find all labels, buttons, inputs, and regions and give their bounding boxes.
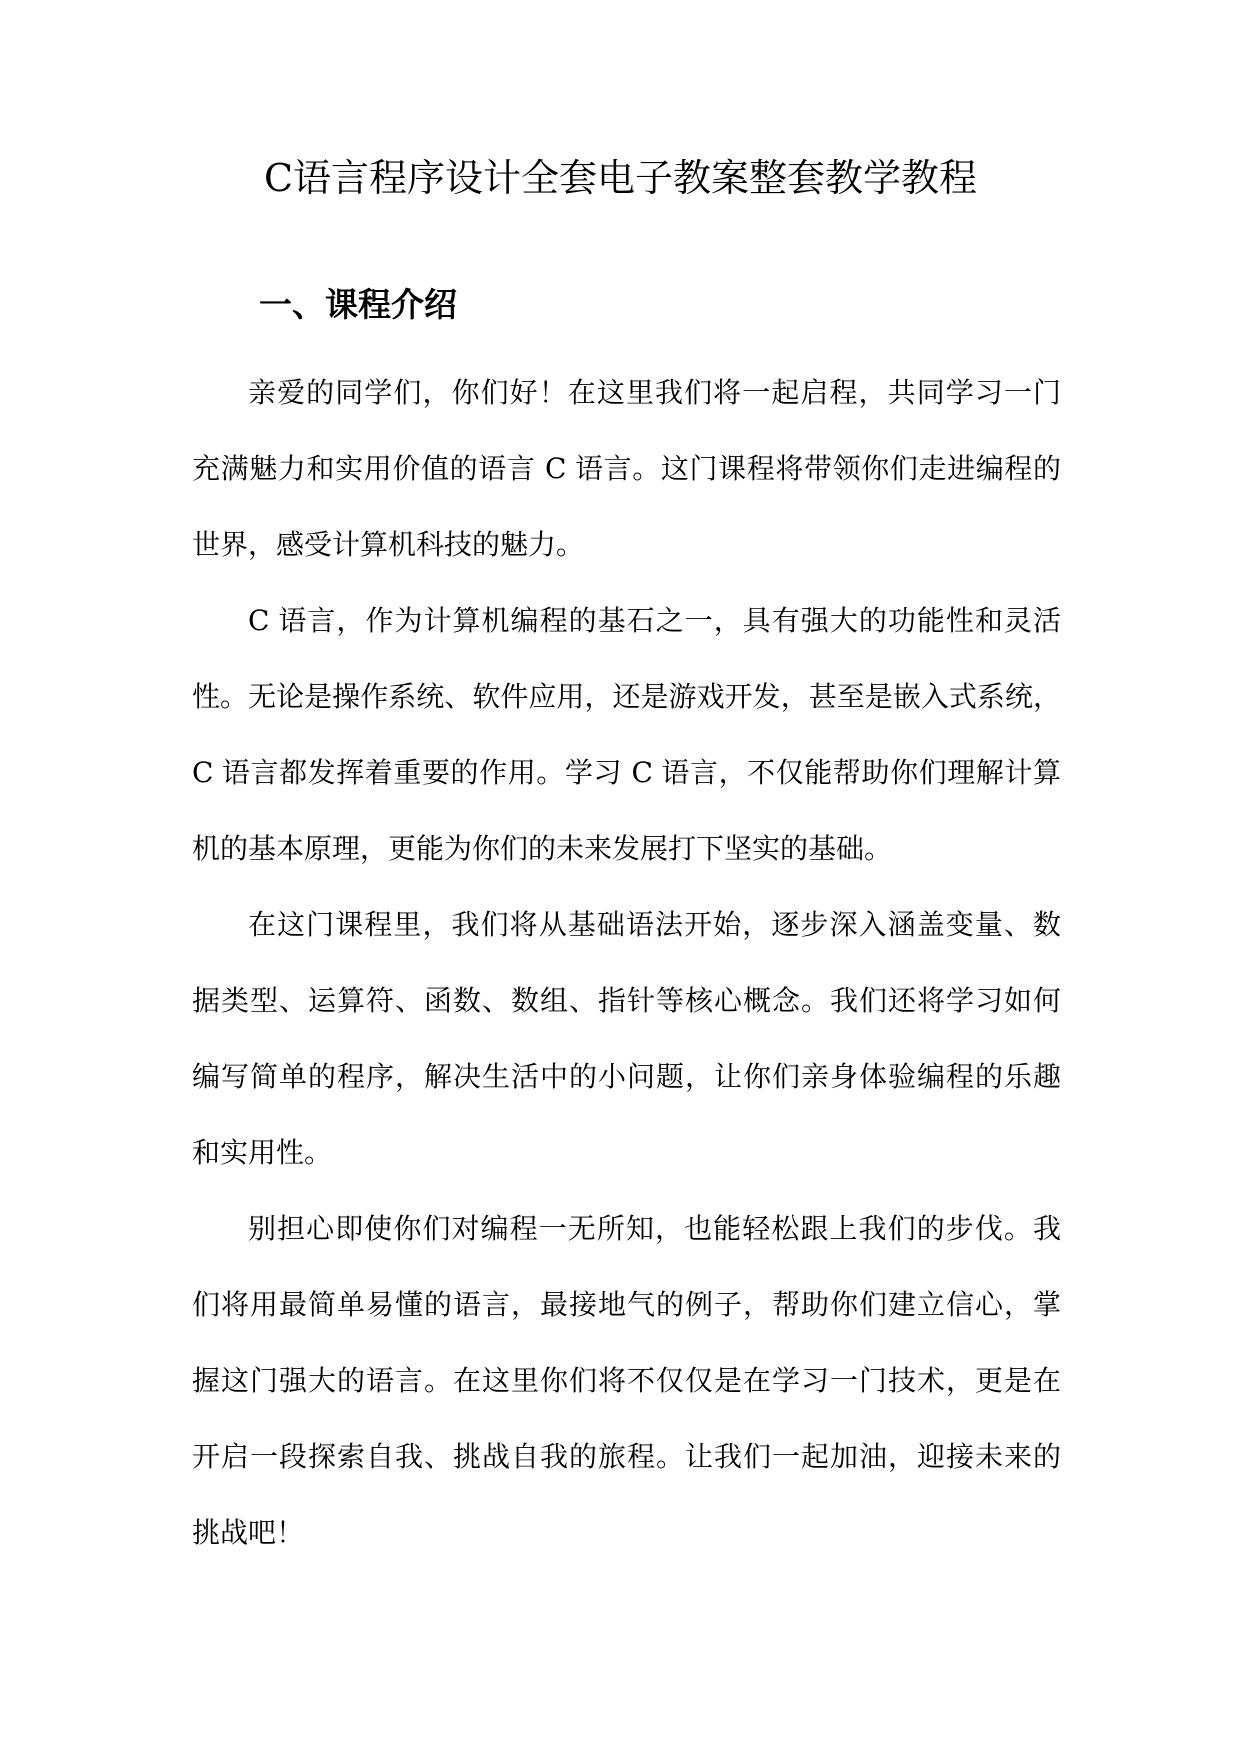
paragraph-line: 亲爱的同学们，你们好！在这里我们将一起启程，共同学习一门: [248, 376, 1060, 409]
paragraph-line: 充满魅力和实用价值的语言 C 语言。这门课程将带领你们走进编程的: [192, 452, 1060, 485]
paragraph-line: 别担心即使你们对编程一无所知，也能轻松跟上我们的步伐。我: [248, 1212, 1060, 1245]
document-title: C语言程序设计全套电子教案整套教学教程: [263, 156, 978, 200]
paragraph-line: 世界，感受计算机科技的魅力。: [192, 528, 585, 561]
paragraph-line: 编写简单的程序，解决生活中的小问题，让你们亲身体验编程的乐趣: [192, 1060, 1060, 1093]
paragraph-line: 机的基本原理，更能为你们的未来发展打下坚实的基础。: [192, 832, 893, 865]
paragraph-line: 据类型、运算符、函数、数组、指针等核心概念。我们还将学习如何: [192, 984, 1060, 1017]
paragraph-line: 在这门课程里，我们将从基础语法开始，逐步深入涵盖变量、数: [248, 908, 1060, 941]
paragraph-line: 们将用最简单易懂的语言，最接地气的例子，帮助你们建立信心，掌: [192, 1288, 1060, 1321]
paragraph-line: 性。无论是操作系统、软件应用，还是游戏开发，甚至是嵌入式系统，: [192, 680, 1060, 713]
paragraph-line: 挑战吧！: [192, 1516, 305, 1549]
document-body: [192, 355, 1060, 1571]
paragraph-2: [192, 583, 1060, 887]
paragraph-3: [192, 887, 1060, 1191]
paragraph-line: 握这门强大的语言。在这里你们将不仅仅是在学习一门技术，更是在: [192, 1364, 1060, 1397]
section-heading: 一、课程介绍: [259, 285, 457, 324]
paragraph-line: C 语言都发挥着重要的作用。学习 C 语言，不仅能帮助你们理解计算: [192, 756, 1060, 789]
paragraph-line: C 语言，作为计算机编程的基石之一，具有强大的功能性和灵活: [248, 604, 1060, 637]
paragraph-4: [192, 1191, 1060, 1571]
paragraph-line: 开启一段探索自我、挑战自我的旅程。让我们一起加油，迎接未来的: [192, 1440, 1060, 1473]
paragraph-line: 和实用性。: [192, 1136, 333, 1169]
paragraph-1: [192, 355, 1060, 583]
